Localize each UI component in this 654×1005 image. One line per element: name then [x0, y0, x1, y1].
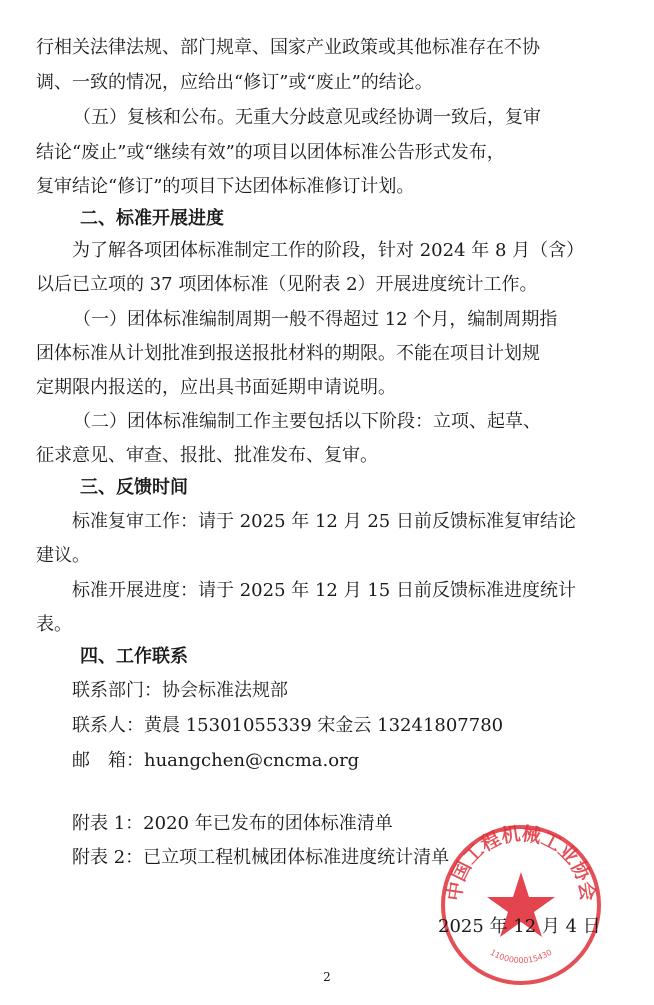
attachment-1: 附表 1：2020 年已发布的团体标准清单	[72, 813, 393, 834]
section-heading: 二、标准开展进度	[80, 208, 224, 229]
body-line: 标准开展进度：请于 2025 年 12 月 15 日前反馈标准进度统计	[72, 580, 576, 601]
body-line: 建议。	[36, 545, 90, 566]
body-line: 行相关法律法规、部门规章、国家产业政策或其他标准存在不协	[36, 37, 540, 58]
body-line: 为了解各项团体标准制定工作的阶段，针对 2024 年 8 月（含）	[72, 240, 585, 261]
body-line: 定期限内报送的，应出具书面延期申请说明。	[36, 377, 396, 398]
official-seal	[438, 822, 604, 988]
document-date: 2025 年 12 月 4 日	[438, 916, 601, 937]
body-line: 标准复审工作：请于 2025 年 12 月 25 日前反馈标准复审结论	[72, 511, 576, 532]
body-line: （五）复核和公布。无重大分歧意见或经协调一致后，复审	[73, 107, 541, 128]
section-heading: 四、工作联系	[80, 646, 188, 667]
page-number: 2	[323, 970, 331, 984]
body-line: 征求意见、审查、报批、批准发布、复审。	[36, 445, 378, 466]
body-line: 表。	[36, 614, 72, 635]
body-line: 复审结论“修订”的项目下达团体标准修订计划。	[36, 176, 415, 197]
attachment-2: 附表 2：已立项工程机械团体标准进度统计清单	[72, 847, 450, 868]
body-line: （二）团体标准编制工作主要包括以下阶段：立项、起草、	[73, 411, 541, 432]
body-line: 团体标准从计划批准到报送报批材料的期限。不能在项目计划规	[36, 343, 540, 364]
seal-name-text: 中国工程机械工业协会	[443, 822, 599, 903]
contact-email: 邮 箱：huangchen@cncma.org	[72, 750, 360, 771]
contact-department: 联系部门：协会标准法规部	[72, 680, 288, 701]
body-line: 以后已立项的 37 项团体标准（见附表 2）开展进度统计工作。	[36, 274, 538, 295]
body-line: 调、一致的情况，应给出“修订”或“废止”的结论。	[36, 72, 433, 93]
section-heading: 三、反馈时间	[80, 477, 188, 498]
seal-code-text: 1100000015430	[488, 947, 554, 966]
body-line: （一）团体标准编制周期一般不得超过 12 个月，编制周期指	[73, 309, 558, 330]
body-line: 结论“废止”或“继续有效”的项目以团体标准公告形式发布，	[36, 142, 505, 163]
contact-people: 联系人：黄晨 15301055339 宋金云 13241807780	[72, 715, 504, 736]
